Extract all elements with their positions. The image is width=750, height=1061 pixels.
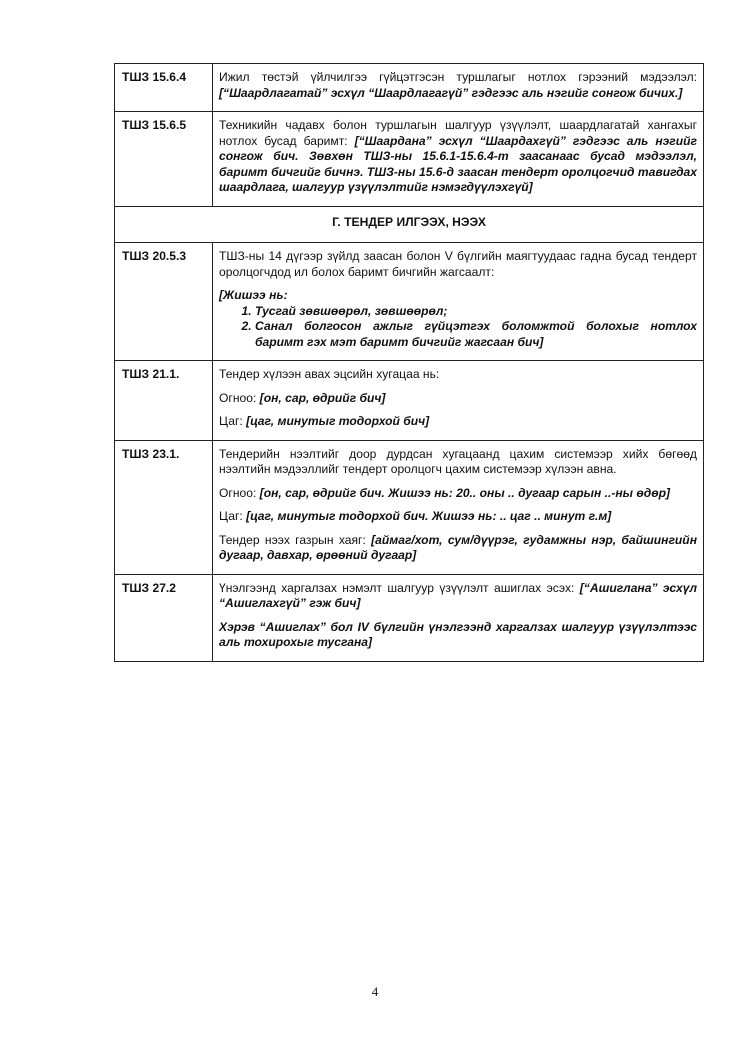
time-placeholder: [цаг, минутыг тодорхой бич]: [246, 414, 430, 428]
clause-text: ТШЗ-ны 14 дүгээр зүйлд заасан болон V бүлгийн маягтуудаас гадна бусад тендерт оролцогчдод ил болох баримт бичгийн жагсаалт:: [219, 249, 697, 279]
time-label: Цаг:: [219, 509, 247, 523]
section-heading: Г. ТЕНДЕР ИЛГЭЭХ, НЭЭХ: [115, 206, 704, 243]
clause-text: Техникийн чадавх болон туршлагын шалгуур үзүүлэлт, шаардлагатай хангахыг нотлох бусад баримт:: [219, 118, 697, 148]
table-row: [115, 574, 704, 661]
clause-content: [213, 361, 704, 441]
example-list: [219, 304, 697, 351]
clause-content: [213, 243, 704, 361]
place-label: Тендер нээх газрын хаяг:: [219, 532, 372, 547]
table-row: [115, 440, 704, 574]
clause-code: ТШЗ 15.6.5: [115, 112, 213, 207]
table-row: [115, 112, 704, 207]
clause-code: ТШЗ 23.1.: [115, 440, 213, 574]
table-row: [115, 361, 704, 441]
list-item: 2. Санал болгосон ажлыг гүйцэтгэх боломжтой болохыг нотлох баримт гэх мэт баримт бичгийг жагсаан бич]: [255, 319, 697, 350]
date-label: Огноо:: [219, 390, 260, 405]
place-placeholder: [аймаг/хот, сум/дүүрэг, гудамжны нэр, байшингийн дугаар, давхар, өрөөний дугаар]: [219, 532, 698, 562]
date-placeholder: [он, сар, өдрийг бич. Жишээ нь: 20.. оны .. дугаар сарын ..-ны өдөр]: [259, 485, 671, 500]
clause-text: Ижил төстэй үйлчилгээ гүйцэтгэсэн туршлагыг нотлох гэрээний мэдээлэл:: [219, 70, 697, 84]
clause-code: ТШЗ 21.1.: [115, 361, 213, 441]
tender-data-table: [114, 63, 704, 662]
place-line: [219, 533, 697, 564]
clause-code: ТШЗ 20.5.3: [115, 243, 213, 361]
clause-content: [213, 440, 704, 574]
date-label: Огноо:: [219, 485, 260, 500]
table-row: [115, 243, 704, 361]
time-line: [219, 414, 697, 430]
clause-text: Үнэлгээнд харгалзах нэмэлт шалгуур үзүүлэлт ашиглах эсэх:: [219, 580, 580, 595]
clause-content: [213, 112, 704, 207]
clause-code: ТШЗ 15.6.4: [115, 64, 213, 112]
date-line: [219, 486, 697, 502]
time-line: [219, 509, 697, 525]
clause-instruction: [“Ашиглана” эсхүл “Ашиглахгүй” гэж бич]: [219, 580, 697, 610]
table-row: [115, 64, 704, 112]
date-line: [219, 391, 697, 407]
clause-code: ТШЗ 27.2: [115, 574, 213, 661]
clause-content: [213, 574, 704, 661]
section-row: [115, 206, 704, 243]
example-label: [Жишээ нь:: [219, 288, 288, 302]
clause-text: Тендер хүлээн авах эцсийн хугацаа нь:: [219, 367, 440, 381]
time-label: Цаг:: [219, 414, 247, 428]
clause-text: Тендерийн нээлтийг доор дурдсан хугацаанд цахим системээр хийх бөгөөд нээлтийн мэдээллийг тендерт оролцогч цахим системээр хүлээн авна.: [219, 446, 697, 476]
date-placeholder: [он, сар, өдрийг бич]: [259, 390, 386, 405]
clause-instruction: [“Шаардана” эсхүл “Шаардахгүй” гэдгээс аль нэгийг сонгож бич. Зөвхөн ТШЗ-ны 15.6.1-15.6.4-т заасанаас бусад мэдээлэл, баримт бичгийг бичнэ. ТШЗ-ны 15.6-д заасан тендерт оролцогчид тавигдах шаардлага, шалгуур үзүүлэлтийг нэмэгдүүлэхгүй]: [219, 133, 697, 194]
clause-content: [213, 64, 704, 112]
clause-note: Хэрэв “Ашиглах” бол IV бүлгийн үнэлгээнд харгалзах шалгуур үзүүлэлтээс аль тохирохыг тусгана]: [219, 619, 697, 649]
clause-instruction: [“Шаардлагатай” эсхүл “Шаардлагагүй” гэдгээс аль нэгийг сонгож бичих.]: [219, 85, 683, 100]
page-number: 4: [371, 984, 379, 999]
time-placeholder: [цаг, минутыг тодорхой бич. Жишээ нь: .. цаг .. минут г.м]: [246, 509, 612, 523]
clause-line: [219, 581, 697, 612]
list-item: 1. Тусгай зөвшөөрөл, зөвшөөрөл;: [255, 304, 697, 320]
